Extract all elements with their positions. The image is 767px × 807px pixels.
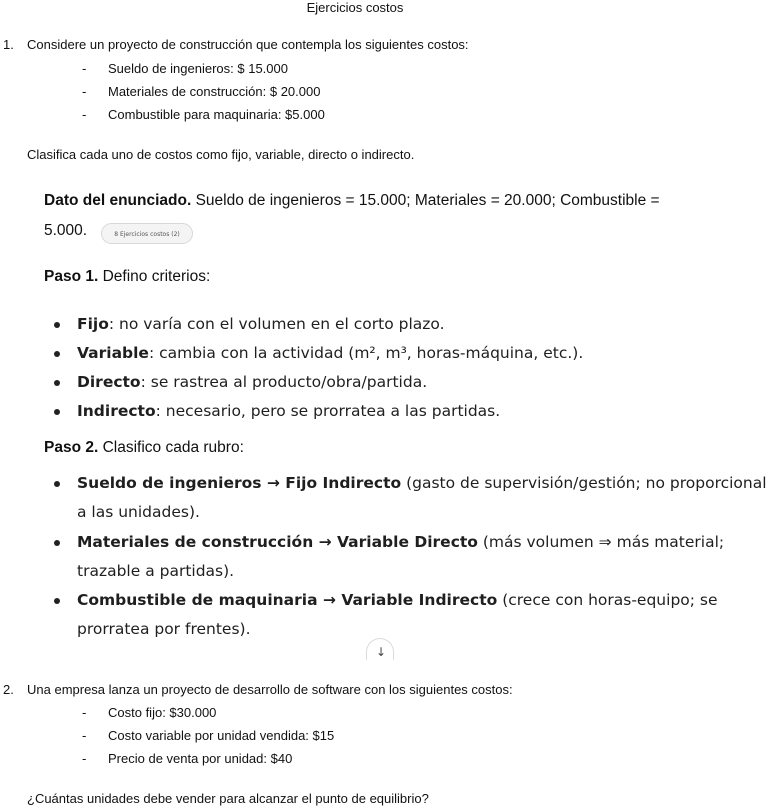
classify-item-cont: a las unidades). [77, 503, 200, 521]
bullet-icon [54, 540, 60, 546]
classify-item-cont: trazable a partidas). [77, 562, 235, 580]
dato-label: Dato del enunciado. [44, 192, 192, 209]
question-2-number: 2. [3, 682, 14, 697]
scroll-down-button[interactable] [366, 638, 394, 660]
classify-item: Combustible de maquinaria → Variable Indirecto (crece con horas-equipo; se [77, 591, 718, 609]
question-2-prompt: ¿Cuántas unidades debe vender para alcanzar el punto de equilibrio? [27, 791, 429, 806]
bullet-icon [54, 322, 60, 328]
question-1-text: Considere un proyecto de construcción que contempla los siguientes costos: [27, 37, 469, 52]
paso-2-heading: Paso 2. Clasifico cada rubro: [44, 439, 244, 456]
source-chip[interactable]: 8 Ejercicios costos (2) [101, 223, 193, 244]
question-2-text: Una empresa lanza un proyecto de desarrollo de software con los siguientes costos: [27, 682, 513, 697]
dato-line-2: 5.000. [44, 222, 88, 239]
bullet-icon [54, 351, 60, 357]
bullet-icon [54, 598, 60, 604]
criteria-item: Fijo: no varía con el volumen en el corto plazo. [77, 315, 445, 333]
bullet-icon [54, 409, 60, 415]
criteria-item: Indirecto: necesario, pero se prorratea a las partidas. [77, 402, 501, 420]
document-title: Ejercicios costos [306, 0, 404, 15]
classify-item-cont: prorratea por frentes). [77, 620, 251, 638]
arrow-down-icon: ↓ [376, 645, 387, 659]
paso-1-heading: Paso 1. Defino criterios: [44, 268, 211, 285]
bullet-icon [54, 481, 60, 487]
criteria-item: Directo: se rastrea al producto/obra/partida. [77, 373, 428, 391]
question-1-number: 1. [3, 37, 14, 52]
criteria-item: Variable: cambia con la actividad (m², m³, horas-máquina, etc.). [77, 344, 584, 362]
bullet-icon [54, 380, 60, 386]
dato-line: Dato del enunciado. Sueldo de ingenieros = 15.000; Materiales = 20.000; Combustible = [44, 192, 660, 209]
classify-item: Sueldo de ingenieros → Fijo Indirecto (gasto de supervisión/gestión; no proporcional [77, 474, 767, 492]
question-1-instruction: Clasifica cada uno de costos como fijo, variable, directo o indirecto. [27, 147, 415, 162]
classify-item: Materiales de construcción → Variable Directo (más volumen ⇒ más material; [77, 533, 725, 551]
